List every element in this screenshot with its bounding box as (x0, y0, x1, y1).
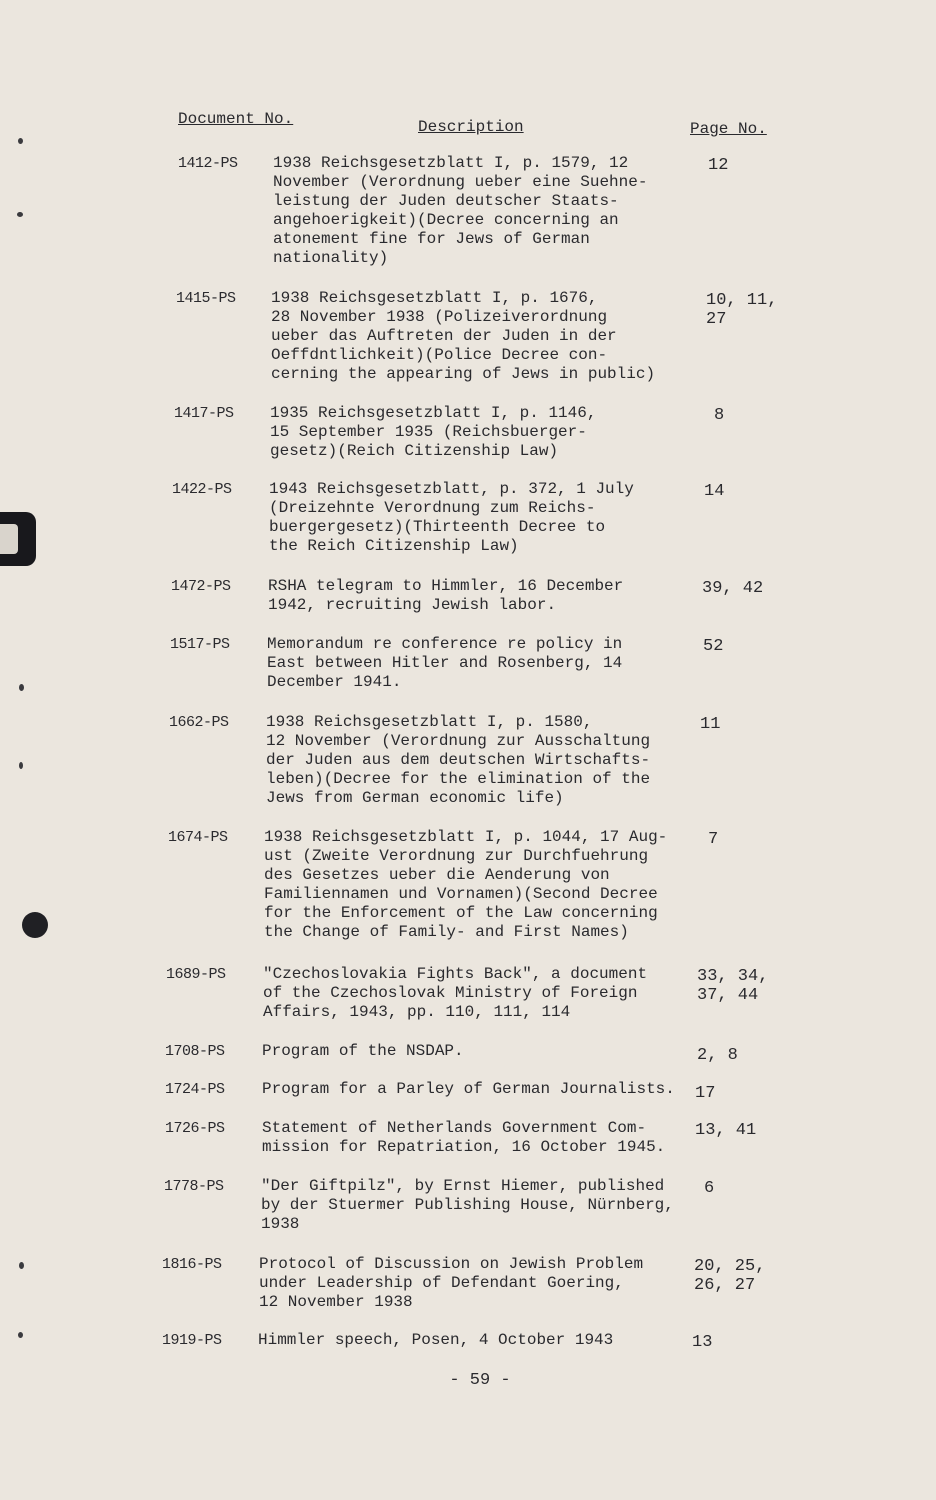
page-references: 17 (695, 1084, 716, 1103)
document-number: 1816-PS (162, 1256, 222, 1273)
document-description: Program of the NSDAP. (262, 1042, 464, 1060)
column-headers (0, 108, 936, 148)
document-description: "Czechoslovakia Fights Back", a document of the Czechoslovak Ministry of Foreign Affairs, 1943, pp. 110, 111, 114 (263, 965, 648, 1021)
page-references: 13 (692, 1333, 713, 1352)
header-document-no: Document No. (178, 110, 294, 128)
header-page-no: Page No. (690, 120, 767, 138)
document-description: 1938 Reichsgesetzblatt I, p. 1676, 28 November 1938 (Polizeiverordnung ueber das Auftreten der Juden in der Oeffdntlichkeit)(Police Decree con- cerning the appearing of Jews in public) (271, 289, 656, 383)
document-description: 1935 Reichsgesetzblatt I, p. 1146, 15 September 1935 (Reichsbuerger- gesetz)(Reich Citizenship Law) (270, 404, 597, 460)
header-description: Description (418, 118, 524, 136)
document-description: Statement of Netherlands Government Com- mission for Repatriation, 16 October 1945. (262, 1119, 666, 1156)
page-number: - 59 - (449, 1371, 511, 1390)
margin-mark (18, 1332, 23, 1338)
document-description: Himmler speech, Posen, 4 October 1943 (258, 1331, 614, 1349)
document-number: 1422-PS (172, 481, 232, 498)
binder-tab-notch (0, 524, 18, 554)
page-references: 10, 11, 27 (706, 291, 778, 329)
document-number: 1726-PS (165, 1120, 225, 1137)
document-number: 1472-PS (171, 578, 231, 595)
page-references: 6 (704, 1179, 715, 1198)
margin-mark (19, 684, 24, 691)
document-description: 1938 Reichsgesetzblatt I, p. 1044, 17 Aug- ust (Zweite Verordnung zur Durchfuehrung des Gesetzes ueber die Aenderung von Familiennamen und Vornamen)(Second Decree for the Enforcement of the Law concerning the Change of Family- and First Names) (264, 828, 668, 941)
document-description: 1943 Reichsgesetzblatt, p. 372, 1 July (Dreizehnte Verordnung zum Reichs- buergergesetz)(Thirteenth Decree to the Reich Citizenship Law) (269, 480, 634, 555)
document-number: 1724-PS (165, 1081, 225, 1098)
page-references: 7 (708, 830, 719, 849)
document-description: Memorandum re conference re policy in East between Hitler and Rosenberg, 14 December 1941. (267, 635, 623, 691)
document-number: 1662-PS (169, 714, 229, 731)
document-number: 1778-PS (164, 1178, 224, 1195)
document-description: 1938 Reichsgesetzblatt I, p. 1579, 12 November (Verordnung ueber eine Suehne- leistung der Juden deutscher Staats- angehoerigkeit)(Decree concerning an atonement fine for Jews of German nationality) (273, 154, 648, 267)
document-number: 1919-PS (162, 1332, 222, 1349)
page-references: 11 (700, 715, 721, 734)
document-number: 1517-PS (170, 636, 230, 653)
margin-mark (19, 1262, 24, 1269)
document-description: 1938 Reichsgesetzblatt I, p. 1580, 12 November (Verordnung zur Ausschaltung der Juden aus dem deutschen Wirtschafts- leben)(Decree for the elimination of the Jews from German economic life) (266, 713, 651, 807)
document-description: RSHA telegram to Himmler, 16 December 1942, recruiting Jewish labor. (268, 577, 624, 614)
punch-hole (22, 912, 48, 938)
page-references: 20, 25, 26, 27 (694, 1257, 766, 1295)
document-number: 1412-PS (178, 155, 238, 172)
document-description: Protocol of Discussion on Jewish Problem under Leadership of Defendant Goering, 12 November 1938 (259, 1255, 644, 1311)
page-references: 8 (714, 406, 725, 425)
page-references: 13, 41 (695, 1121, 757, 1140)
document-number: 1417-PS (174, 405, 234, 422)
page-references: 12 (708, 156, 729, 175)
document-number: 1689-PS (166, 966, 226, 983)
document-number: 1415-PS (176, 290, 236, 307)
document-number: 1674-PS (168, 829, 228, 846)
document-description: Program for a Parley of German Journalists. (262, 1080, 675, 1098)
page-references: 33, 34, 37, 44 (697, 967, 769, 1005)
page-references: 14 (704, 482, 725, 501)
page-references: 39, 42 (702, 579, 764, 598)
document-description: "Der Giftpilz", by Ernst Hiemer, published by der Stuermer Publishing House, Nürnberg, 1938 (261, 1177, 674, 1233)
margin-mark (17, 212, 23, 217)
document-number: 1708-PS (165, 1043, 225, 1060)
margin-mark (19, 762, 23, 769)
page-references: 52 (703, 637, 724, 656)
page-references: 2, 8 (697, 1046, 738, 1065)
